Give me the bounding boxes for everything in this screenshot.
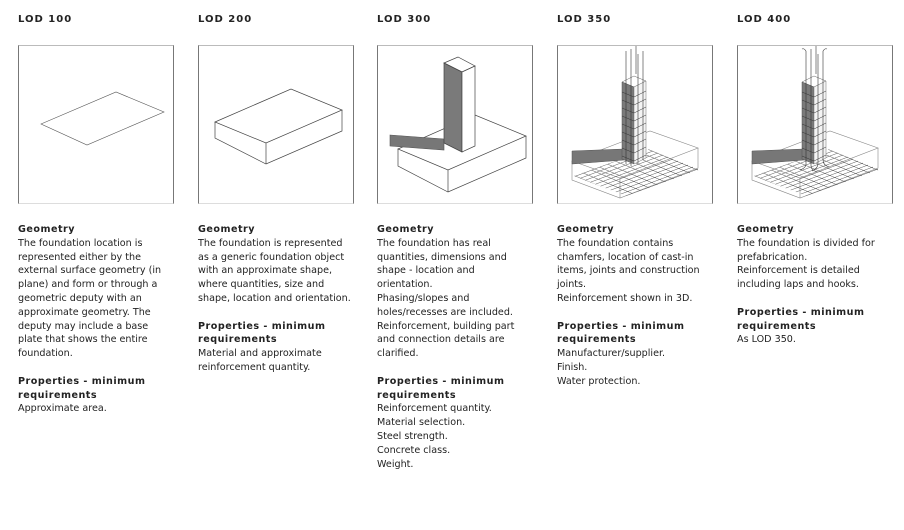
lod-350-description [557,223,719,389]
geometry-heading: Geometry [737,224,795,235]
property-line: Weight. [377,458,414,470]
property-line: Manufacturer/supplier. [557,348,666,360]
lod-100-description [18,223,180,416]
description-line: clarified. [377,348,419,360]
description-line: Phasing/slopes and [377,292,470,304]
geometry-heading: Geometry [18,224,76,235]
properties-heading: requirements [18,389,98,401]
description-line: Reinforcement shown in 3D. [557,292,693,304]
description-line: external surface geometry (in [18,265,162,277]
description-line: shape, location and orientation. [198,292,351,304]
lod-200-illustration-frame [198,45,354,204]
lod-300-foundation-column-illustration [378,46,532,203]
lod-350-illustration-frame [557,45,713,204]
lod-400-illustration-frame [737,45,893,204]
description-line: plate that shows the entire [18,334,148,346]
property-line: Reinforcement quantity. [377,403,492,415]
property-line: Concrete class. [377,444,451,456]
properties-heading: requirements [557,334,637,346]
description-line: The foundation has real [377,237,491,249]
properties-heading: Properties - minimum [377,375,505,387]
description-line: geometric deputy with an [18,292,142,304]
description-line: deputy may include a base [18,320,149,332]
lod-200-description [198,223,360,375]
description-line: where quantities, size and [198,279,325,291]
lod-100-title: LOD 100 [18,14,73,25]
lod-200-title: LOD 200 [198,14,253,25]
properties-heading: Properties - minimum [198,320,326,332]
property-line: reinforcement quantity. [198,361,311,373]
description-line: represented either by the [18,251,142,263]
description-line: including laps and hooks. [737,279,859,291]
description-line: with an approximate shape, [198,265,333,277]
description-line: foundation. [18,348,73,360]
lod-400-title: LOD 400 [737,14,792,25]
description-line: shape - location and [377,265,475,277]
property-line: Approximate area. [18,403,107,415]
description-line: holes/recesses are included. [377,306,513,318]
description-line: approximate geometry. The [18,306,151,318]
description-line: The foundation contains [557,237,674,249]
lod-300-illustration-frame [377,45,533,204]
geometry-heading: Geometry [198,224,256,235]
lod-400-prefabricated-foundation-illustration [738,46,892,203]
description-line: The foundation is divided for [737,237,875,249]
properties-heading: requirements [198,334,278,346]
property-line: As LOD 350. [737,334,796,346]
description-line: The foundation is represented [198,237,343,249]
description-line: Reinforcement is detailed [737,265,860,277]
geometry-heading: Geometry [377,224,435,235]
properties-heading: requirements [737,320,817,332]
lod-100-illustration-frame [18,45,174,204]
description-line: chamfers, location of cast-in [557,251,694,263]
description-line: as a generic foundation object [198,251,345,263]
lod-300-title: LOD 300 [377,14,432,25]
property-line: Material and approximate [198,348,322,360]
property-line: Finish. [557,361,588,373]
property-line: Steel strength. [377,430,448,442]
lod-100-plane-illustration [19,46,173,203]
lod-200-box-illustration [199,46,353,203]
properties-heading: Properties - minimum [737,306,865,318]
description-line: Reinforcement, building part [377,320,515,332]
property-line: Material selection. [377,417,466,429]
property-line: Water protection. [557,375,641,387]
lod-350-title: LOD 350 [557,14,612,25]
description-line: orientation. [377,279,433,291]
properties-heading: requirements [377,389,457,401]
properties-heading: Properties - minimum [18,375,146,387]
geometry-heading: Geometry [557,224,615,235]
description-line: The foundation location is [18,237,143,249]
description-line: and connection details are [377,334,505,346]
description-line: plane) and form or through a [18,279,158,291]
description-line: joints. [557,279,587,291]
description-line: items, joints and construction [557,265,700,277]
properties-heading: Properties - minimum [557,320,685,332]
description-line: quantities, dimensions and [377,251,507,263]
lod-300-description [377,223,539,471]
description-line: prefabrication. [737,251,808,263]
lod-350-reinforced-foundation-illustration [558,46,712,203]
lod-400-description [737,223,899,347]
